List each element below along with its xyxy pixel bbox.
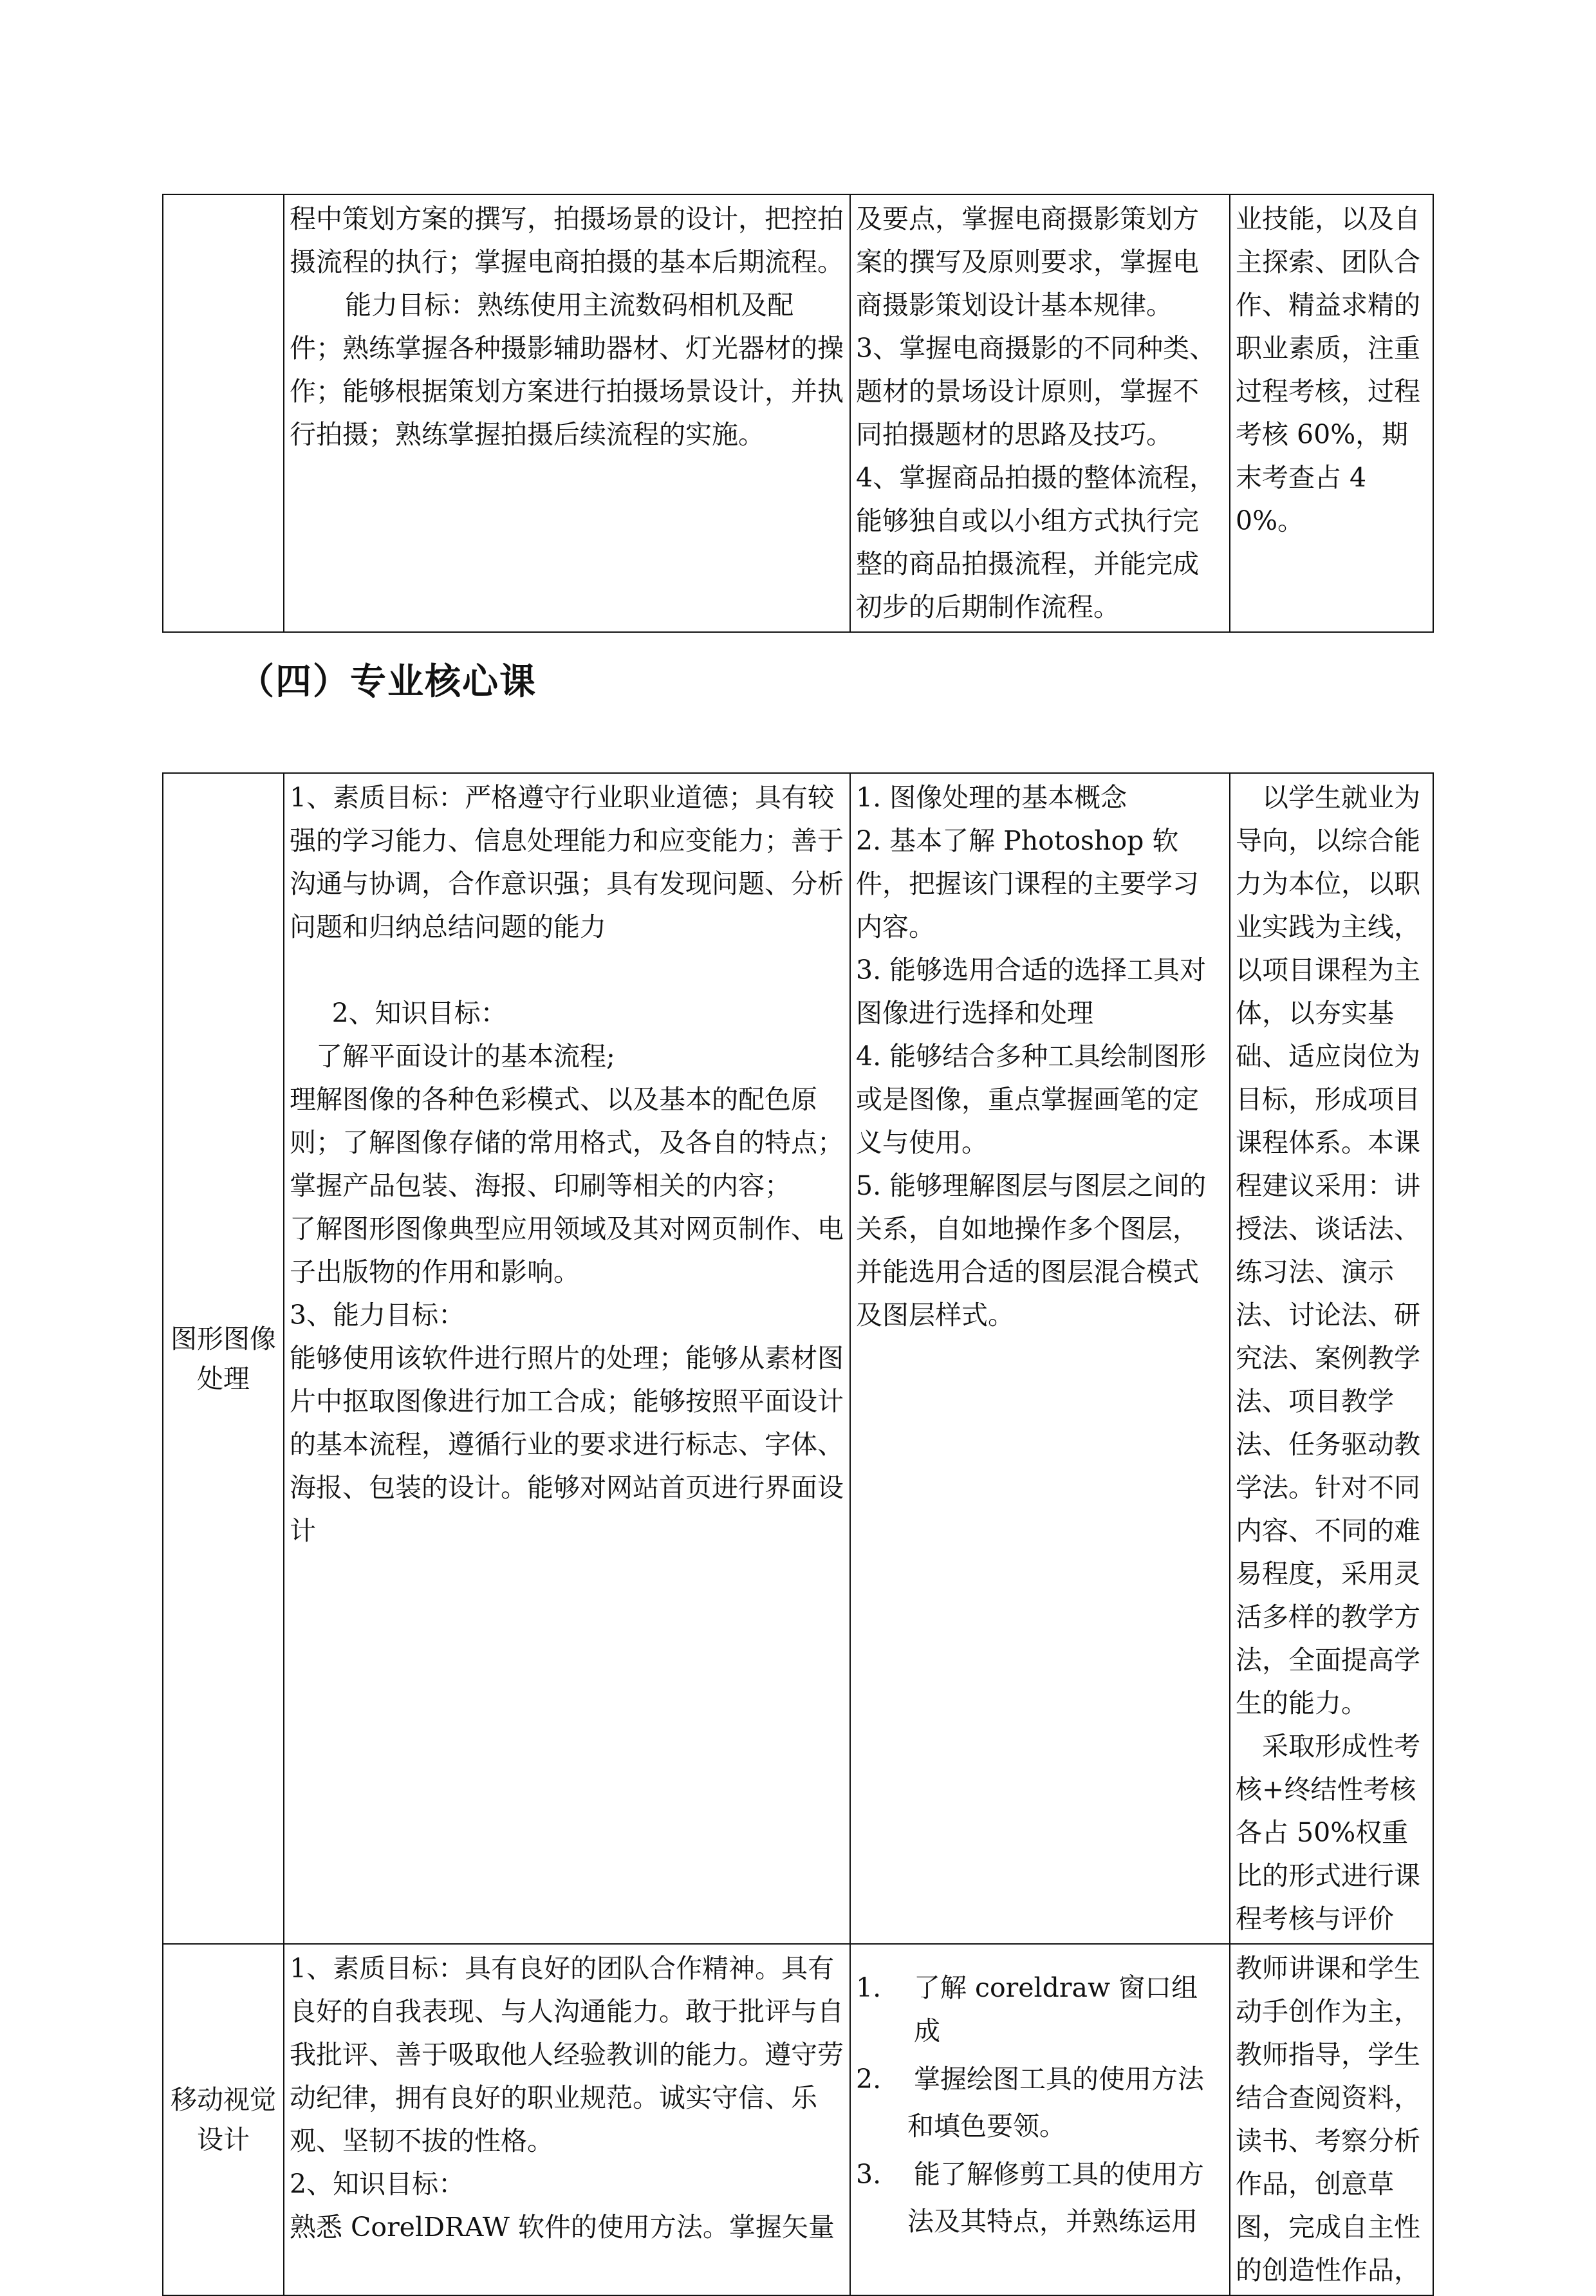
course-table-continued: [162, 194, 1434, 633]
table-row: [163, 1944, 1433, 2295]
section-heading: （四）专业核心课: [238, 661, 537, 703]
core-course-table: [162, 772, 1434, 2296]
objectives-cell: [284, 773, 850, 1944]
item-continuation: 法及其特点，并熟练运用: [907, 2206, 1198, 2237]
course-name-cell: 图形图像处理: [163, 773, 284, 1944]
content-item: 3. 能够选用合适的选择工具对图像进行选择和处理: [856, 955, 1207, 1029]
blank-line: [290, 949, 844, 992]
content-item: [856, 1966, 1224, 2053]
methods-cell: 业技能，以及自主探索、团队合作、精益求精的职业素质，注重过程考核，过程考核 60%，期末考查占 40%。: [1230, 194, 1433, 632]
item-number: 2.: [856, 2064, 882, 2095]
content-item: 1. 图像处理的基本概念: [856, 782, 1127, 813]
table-row: [163, 773, 1433, 1944]
objective-heading: 2、知识目标：: [331, 998, 507, 1029]
item-number: 1.: [856, 1972, 882, 2003]
objectives-cell: [284, 194, 850, 632]
methods-cell: [1230, 773, 1433, 1944]
methods-cell: 教师讲课和学生动手创作为主，教师指导，学生结合查阅资料，读书、考察分析作品，创意草图，完成自主性的创造性作品，: [1230, 1944, 1433, 2295]
content-item: 2. 基本了解 Photoshop 软件，把握该门课程的主要学习内容。: [856, 825, 1199, 942]
objective-paragraph: 程中策划方案的撰写，拍摄场景的设计，把控拍摄流程的执行；掌握电商拍摄的基本后期流程。: [290, 203, 844, 277]
course-name-cell: 移动视觉设计: [163, 1944, 284, 2295]
contents-cell: [850, 773, 1230, 1944]
method-paragraph: 以学生就业为导向，以综合能力为本位，以职业实践为主线，以项目课程为主体，以夯实基础、适应岗位为目标，形成项目课程体系。本课程建议采用：讲授法、谈话法、练习法、演示法、讨论法、研究法、案例教学法、项目教学法、任务驱动教学法。针对不同内容、不同的难易程度，采用灵活多样的教学方法，全面提高学生的能力。: [1236, 782, 1420, 1719]
objectives-cell: [284, 1944, 850, 2295]
content-paragraph: 3、掌握电商摄影的不同种类、题材的景场设计原则，掌握不同拍摄题材的思路及技巧。: [856, 333, 1216, 450]
content-item: 4. 能够结合多种工具绘制图形或是图像，重点掌握画笔的定义与使用。: [856, 1041, 1207, 1158]
objective-paragraph: 1、素质目标：严格遵守行业职业道德；具有较强的学习能力、信息处理能力和应变能力；善于沟通与协调，合作意识强；具有发现问题、分析问题和归纳总结问题的能力: [290, 782, 844, 942]
item-text: 能了解修剪工具的使用方: [914, 2159, 1204, 2190]
objective-paragraph: 熟悉 CorelDRAW 软件的使用方法。掌握矢量: [290, 2212, 835, 2243]
objective-heading: 2、知识目标：: [290, 2169, 465, 2199]
objective-paragraph: 了解图形图像典型应用领域及其对网页制作、电子出版物的作用和影响。: [290, 1213, 844, 1287]
objective-paragraph: 能够使用该软件进行照片的处理；能够从素材图片中抠取图像进行加工合成；能够按照平面设计的基本流程，遵循行业的要求进行标志、字体、海报、包装的设计。能够对网站首页进行界面设计: [290, 1343, 844, 1546]
objective-paragraph: 能力目标：熟练使用主流数码相机及配件；熟练掌握各种摄影辅助器材、灯光器材的操作；能够根据策划方案进行拍摄场景设计，并执行拍摄；熟练掌握拍摄后续流程的实施。: [290, 290, 844, 450]
item-number: 3.: [856, 2159, 882, 2190]
content-item: [856, 2153, 1224, 2196]
method-paragraph: 采取形成性考核+终结性考核各占 50%权重比的形式进行课程考核与评价: [1236, 1731, 1420, 1934]
table-row: [163, 194, 1433, 632]
contents-cell: [850, 194, 1230, 632]
course-name-cell: [163, 194, 284, 632]
content-paragraph: 及要点，掌握电商摄影策划方案的撰写及原则要求，掌握电商摄影策划设计基本规律。: [856, 203, 1199, 321]
content-item: [856, 2058, 1224, 2101]
objective-paragraph: 1、素质目标：具有良好的团队合作精神。具有良好的自我表现、与人沟通能力。敢于批评与自我批评、善于吸取他人经验教训的能力。遵守劳动纪律，拥有良好的职业规范。诚实守信、乐观、坚韧不拔的性格。: [290, 1953, 844, 2156]
content-paragraph: 4、掌握商品拍摄的整体流程，能够独自或以小组方式执行完整的商品拍摄流程，并能完成初步的后期制作流程。: [856, 462, 1216, 622]
objective-heading: 3、能力目标：: [290, 1300, 465, 1330]
item-continuation: 和填色要领。: [907, 2111, 1066, 2142]
content-item: 5. 能够理解图层与图层之间的关系，自如地操作多个图层，并能选用合适的图层混合模式及图层样式。: [856, 1170, 1207, 1330]
item-text: 了解 coreldraw 窗口组成: [914, 1972, 1198, 2046]
objective-paragraph: 掌握产品包装、海报、印刷等相关的内容；: [290, 1170, 791, 1201]
contents-cell: [850, 1944, 1230, 2295]
objective-paragraph: 理解图像的各种色彩模式、以及基本的配色原则；了解图像存储的常用格式，及各自的特点；: [290, 1084, 844, 1158]
item-text: 掌握绘图工具的使用方法: [914, 2064, 1204, 2095]
objective-paragraph: 了解平面设计的基本流程;: [316, 1041, 615, 1072]
